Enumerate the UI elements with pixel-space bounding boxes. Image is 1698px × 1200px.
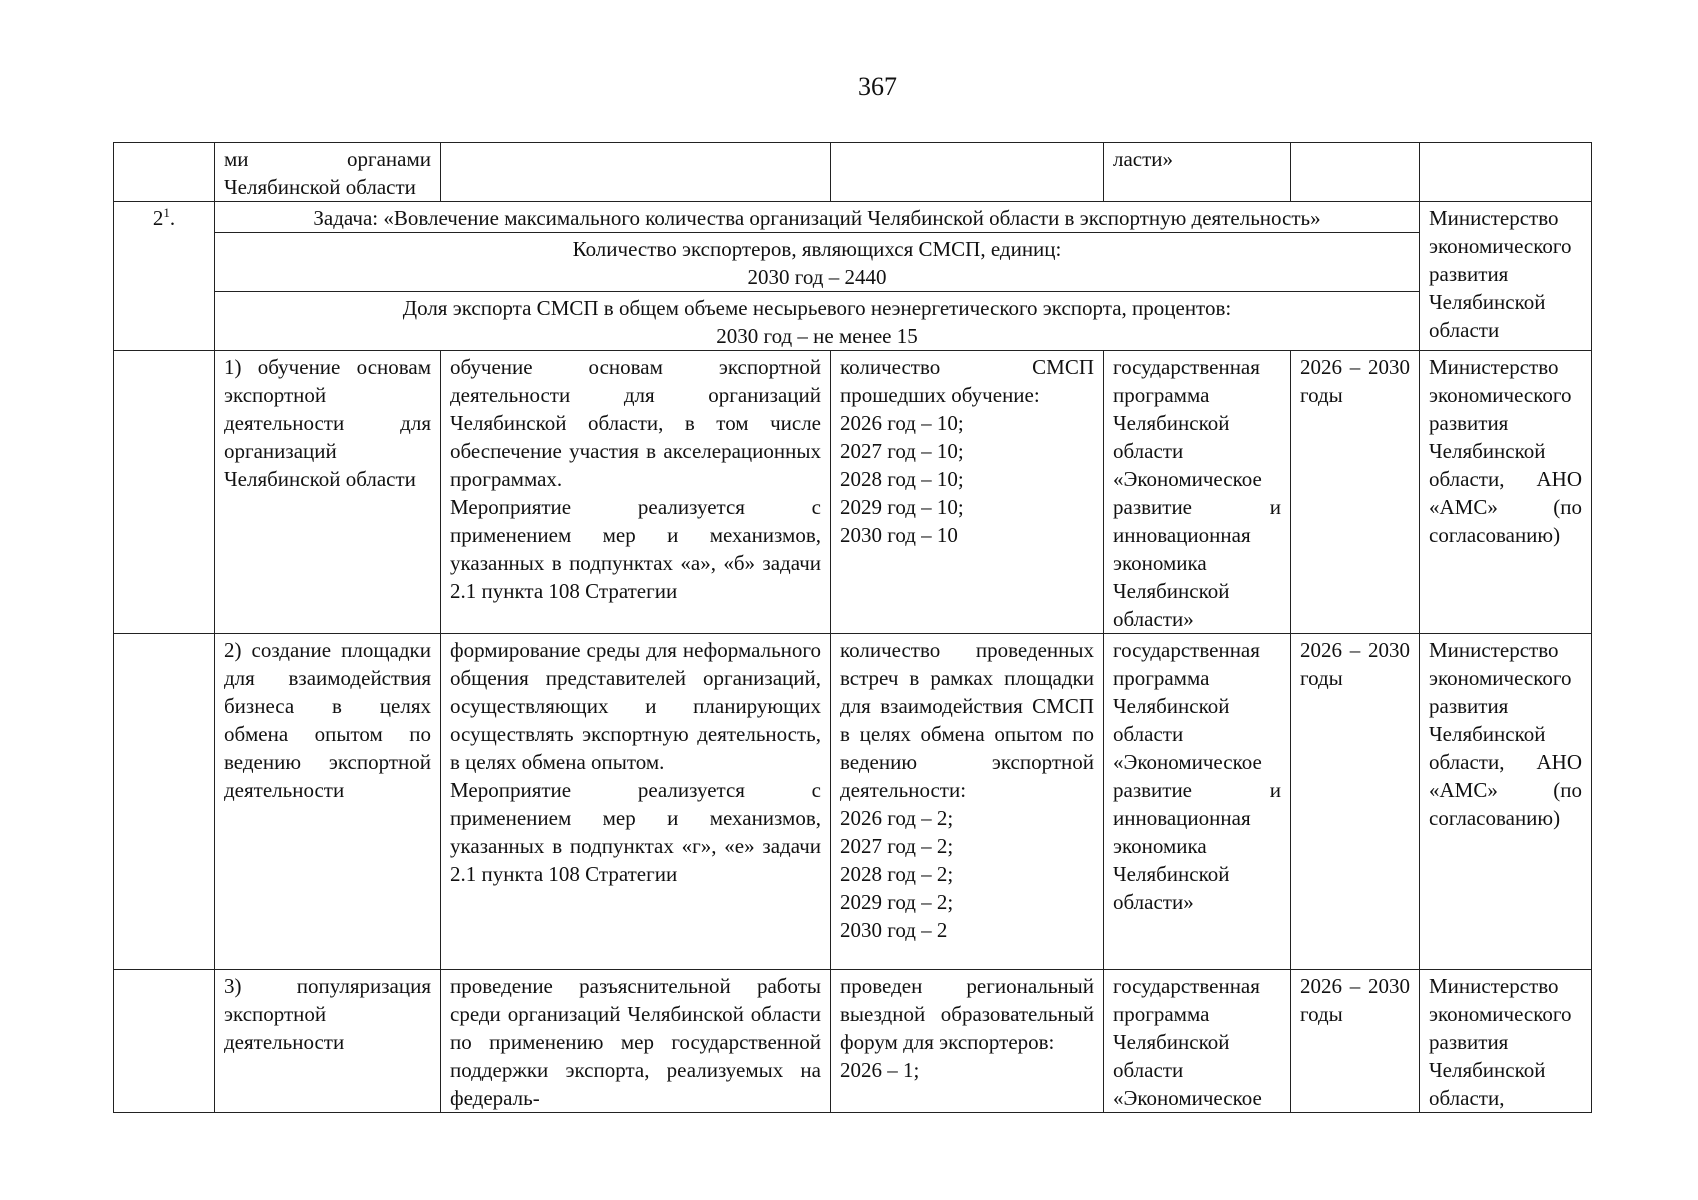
cell-empty — [114, 351, 215, 634]
event-result: количество СМСП прошедших обучение: 2026 год – 10; 2027 год – 10; 2028 год – 10; 2029 год – 10; 2030 год – 10 — [831, 351, 1104, 634]
event-program: государственная программа Челябинской области «Экономическое — [1104, 970, 1291, 1113]
section-responsible: Министерство экономического развития Челябинской области — [1420, 202, 1592, 351]
cell-empty — [441, 143, 831, 202]
event-name: 1) обучение основам экспортной деятельности для организаций Челябинской области — [215, 351, 441, 634]
section-task-row — [114, 202, 1592, 233]
table-row — [114, 351, 1592, 634]
section-number: $2^1$. — [114, 202, 215, 351]
indicator-2: Доля экспорта СМСП в общем объеме несырьевого неэнергетического экспорта, процентов: 2030 год – не менее 15 — [215, 292, 1420, 351]
event-executor: Министерство экономического развития Челябинской области, — [1420, 970, 1592, 1113]
event-description: обучение основам экспортной деятельности для организаций Челябинской области, в том числе обеспечение участия в акселерационных программах. Мероприятие реализуется с применением мер и механизмов, указанных в подпунктах «а», «б» задачи 2.1 пункта 108 Стратегии — [441, 351, 831, 634]
continuation-row — [114, 143, 1592, 202]
indicator-row-1 — [114, 233, 1592, 292]
cell-empty — [1420, 143, 1592, 202]
continuation-program: ласти» — [1104, 143, 1291, 202]
cell-empty — [831, 143, 1104, 202]
event-period: 2026 – 2030 годы — [1291, 970, 1420, 1113]
event-description: формирование среды для неформального общения представителей организаций, осуществляющих и планирующих осуществлять экспортную деятельность, в целях обмена опытом. Мероприятие реализуется с применением мер и механизмов, указанных в подпунктах «г», «е» задачи 2.1 пункта 108 Стратегии — [441, 634, 831, 970]
cell-empty — [1291, 143, 1420, 202]
event-executor: Министерство экономического развития Челябинской области, АНО «АМС» (по согласованию) — [1420, 634, 1592, 970]
event-program: государственная программа Челябинской области «Экономическое развитие и инновационная экономика Челябинской области» — [1104, 634, 1291, 970]
event-period: 2026 – 2030 годы — [1291, 634, 1420, 970]
indicator-row-2 — [114, 292, 1592, 351]
event-period: 2026 – 2030 годы — [1291, 351, 1420, 634]
continuation-event: ми органами Челябинской области — [215, 143, 441, 202]
measures-table — [113, 142, 1592, 1113]
event-executor: Министерство экономического развития Челябинской области, АНО «АМС» (по согласованию) — [1420, 351, 1592, 634]
cell-empty — [114, 143, 215, 202]
cell-empty — [114, 634, 215, 970]
event-name: 3) популяризация экспортной деятельности — [215, 970, 441, 1113]
indicator-1: Количество экспортеров, являющихся СМСП, единиц: 2030 год – 2440 — [215, 233, 1420, 292]
table-row — [114, 634, 1592, 970]
event-description: проведение разъяснительной работы среди организаций Челябинской области по применению мер государственной поддержки экспорта, реализуемых на федераль- — [441, 970, 831, 1113]
table-row — [114, 970, 1592, 1113]
page-number: 367 — [858, 72, 897, 101]
cell-empty — [114, 970, 215, 1113]
event-program: государственная программа Челябинской области «Экономическое развитие и инновационная экономика Челябинской области» — [1104, 351, 1291, 634]
event-name: 2) создание площадки для взаимодействия бизнеса в целях обмена опытом по ведению экспортной деятельности — [215, 634, 441, 970]
event-result: количество проведенных встреч в рамках площадки для взаимодействия СМСП в целях обмена опытом по ведению экспортной деятельности: 2026 год – 2; 2027 год – 2; 2028 год – 2; 2029 год – 2; 2030 год – 2 — [831, 634, 1104, 970]
event-result: проведен региональный выездной образовательный форум для экспортеров: 2026 – 1; — [831, 970, 1104, 1113]
section-task: Задача: «Вовлечение максимального количества организаций Челябинской области в экспортную деятельность» — [215, 202, 1420, 233]
